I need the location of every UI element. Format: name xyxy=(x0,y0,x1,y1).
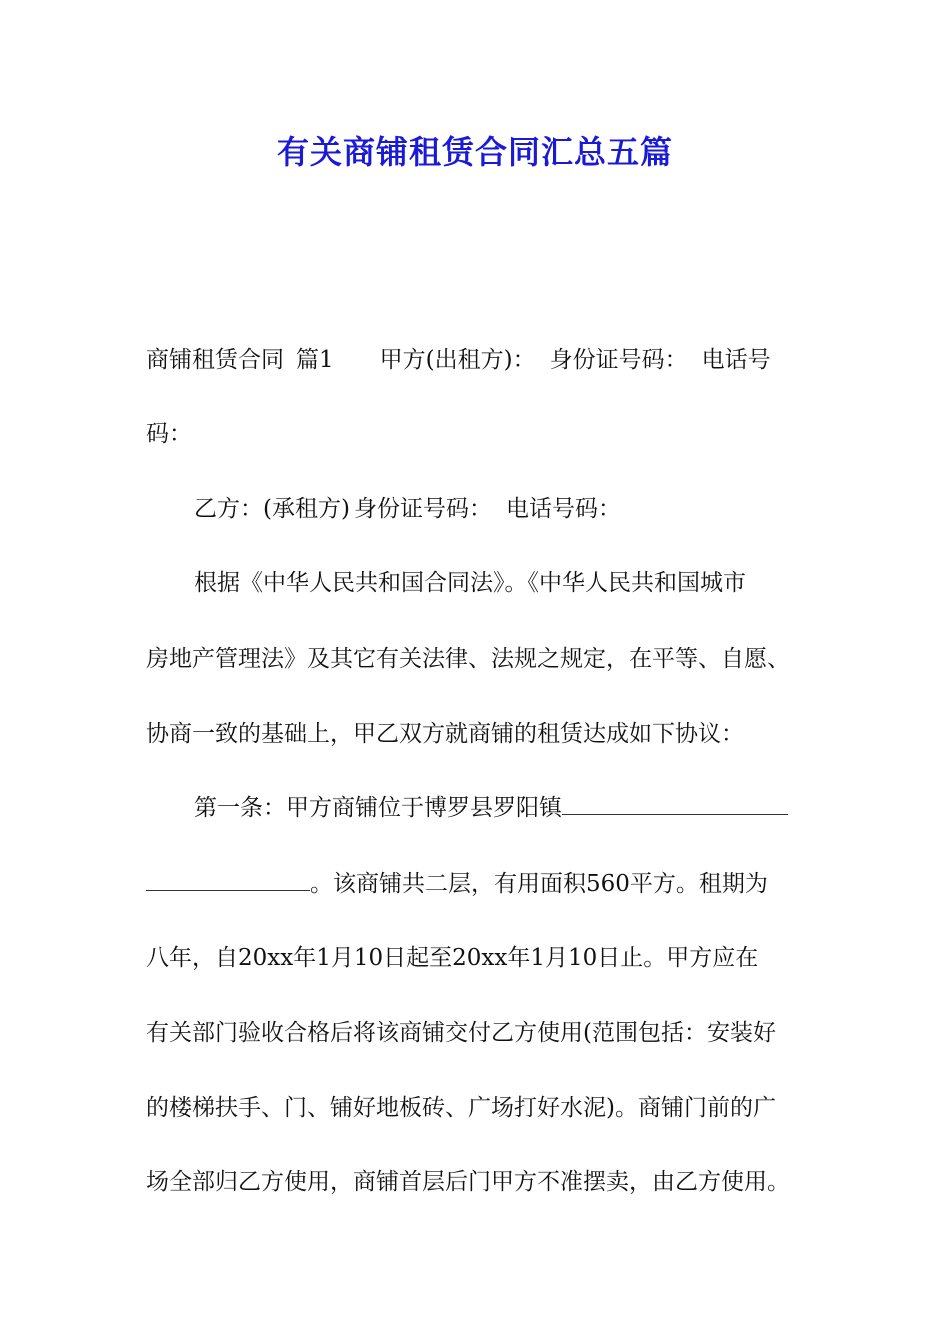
contract-heading: 商铺租赁合同 xyxy=(146,347,284,373)
paragraph-line-2: 码： xyxy=(146,421,192,447)
paragraph-line-1 xyxy=(146,344,771,376)
address-blank-continued xyxy=(146,868,310,891)
article-one-text: 第一条：甲方商铺位于博罗县罗阳镇 xyxy=(194,795,562,821)
paragraph-line-7 xyxy=(194,792,788,824)
document-title: 有关商铺租赁合同汇总五篇 xyxy=(276,133,673,171)
paragraph-line-12: 场全部归乙方使用，商铺首层后门甲方不准摆卖，由乙方使用。 xyxy=(146,1169,790,1195)
paragraph-line-10: 有关部门验收合格后将该商铺交付乙方使用(范围包括：安装好 xyxy=(146,1020,776,1046)
paragraph-line-5: 房地产管理法》及其它有关法律、法规之规定，在平等、自愿、 xyxy=(146,646,790,672)
paragraph-line-4: 根据《中华人民共和国合同法》。《中华人民共和国城市 xyxy=(194,570,746,596)
article-number: 篇1 xyxy=(296,347,334,373)
paragraph-line-3 xyxy=(194,493,621,525)
party-a-phone-label: 电话号 xyxy=(701,347,771,373)
article-one-area-text: 。该商铺共二层，有用面积560平方。租期为 xyxy=(310,871,768,897)
paragraph-line-6: 协商一致的基础上，甲乙双方就商铺的租赁达成如下协议： xyxy=(146,721,744,747)
paragraph-line-8 xyxy=(146,868,768,900)
party-a-label: 甲方(出租方)： xyxy=(379,347,536,373)
party-b-id-label: 身份证号码： xyxy=(353,496,492,522)
party-a-id-label: 身份证号码： xyxy=(549,347,688,373)
party-b-phone-label: 电话号码： xyxy=(505,496,621,522)
party-b-label: 乙方：(承租方) xyxy=(194,496,350,522)
paragraph-line-11: 的楼梯扶手、门、铺好地板砖、广场打好水泥)。商铺门前的广 xyxy=(146,1095,776,1121)
paragraph-line-9: 八年，自20xx年1月10日起至20xx年1月10日止。甲方应在 xyxy=(146,945,759,971)
address-blank xyxy=(562,792,788,815)
